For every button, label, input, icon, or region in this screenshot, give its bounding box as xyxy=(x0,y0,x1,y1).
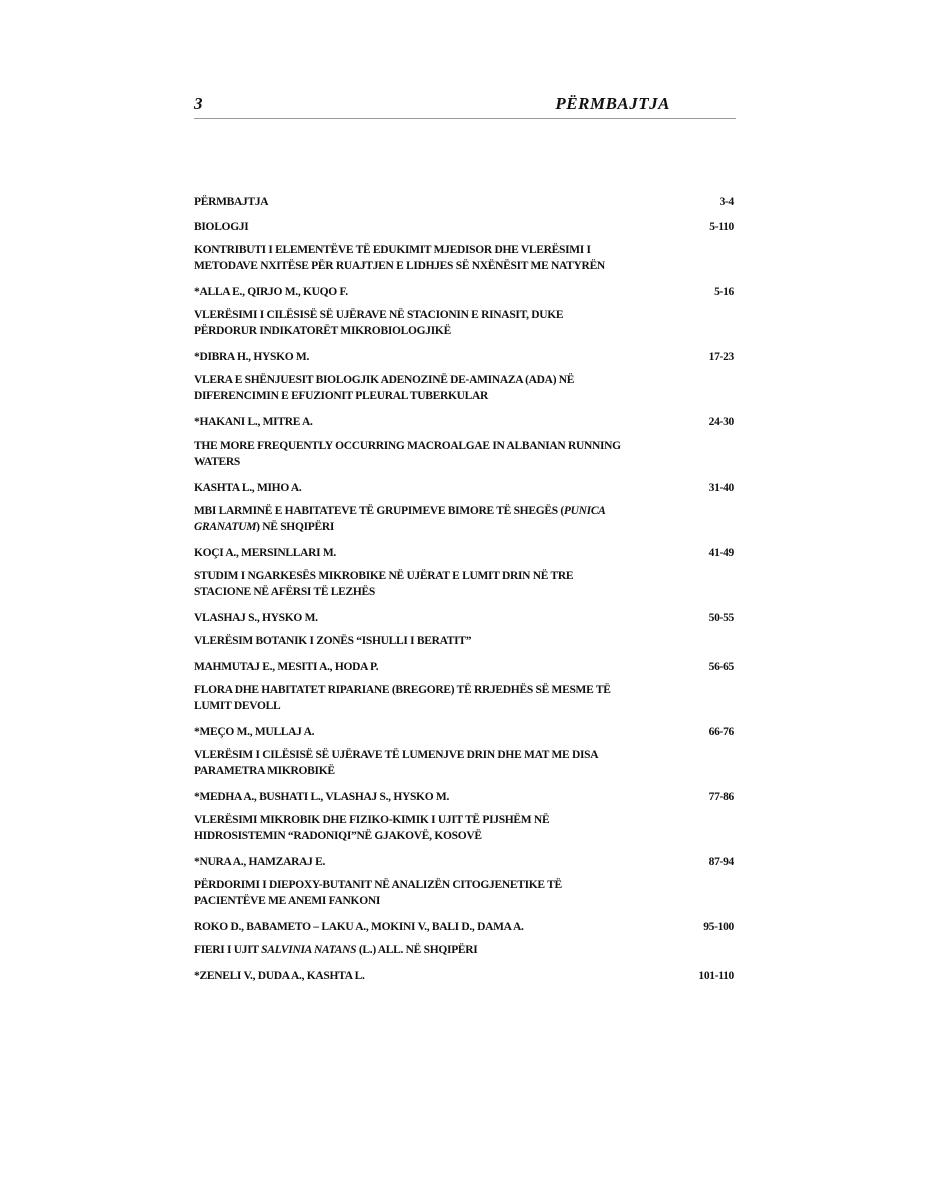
article-title-line: PACIENTËVE ME ANEMI FANKONI xyxy=(194,895,381,907)
article-title[interactable] xyxy=(194,568,734,600)
article-title[interactable] xyxy=(194,747,734,779)
article-title-line: LUMIT DEVOLL xyxy=(194,700,281,712)
article-pages: 101-110 xyxy=(698,970,734,982)
toc-section-pages: 5-110 xyxy=(709,221,734,233)
article-authors: KASHTA L., MIHO A. xyxy=(194,482,302,494)
toc-section-title: BIOLOGJI xyxy=(194,221,249,233)
article-title-line: THE MORE FREQUENTLY OCCURRING MACROALGAE IN ALBANIAN RUNNING xyxy=(194,440,621,452)
article-authors: MAHMUTAJ E., MESITI A., HODA P. xyxy=(194,661,379,673)
article-title-line: HIDROSISTEMIN “RADONIQI”NË GJAKOVË, KOSOVË xyxy=(194,830,482,842)
article-authors: *ZENELI V., DUDA A., KASHTA L. xyxy=(194,970,365,982)
running-title: PËRMBAJTJA xyxy=(555,94,670,113)
article-title-line xyxy=(194,942,734,958)
article-title-text: MBI LARMINË E HABITATEVE TË GRUPIMEVE BIMORE TË SHEGËS ( xyxy=(194,505,564,517)
article-pages: 24-30 xyxy=(708,416,734,428)
article-title-line: KONTRIBUTI I ELEMENTËVE TË EDUKIMIT MJEDISOR DHE VLERËSIMI I xyxy=(194,244,591,256)
article-title[interactable] xyxy=(194,633,734,649)
article-title-line xyxy=(194,519,734,535)
table-of-contents xyxy=(194,0,734,1200)
article-title-line: METODAVE NXITËSE PËR RUAJTJEN E LIDHJES SË NXËNËSIT ME NATYRËN xyxy=(194,260,605,272)
article-title-line: STACIONE NË AFËRSI TË LEZHËS xyxy=(194,586,375,598)
article-title[interactable] xyxy=(194,372,734,404)
article-title-line: VLERËSIMI I CILËSISË SË UJËRAVE NË STACIONIN E RINASIT, DUKE xyxy=(194,309,564,321)
article-pages: 66-76 xyxy=(708,726,734,738)
toc-entry-title: PËRMBAJTJA xyxy=(194,196,269,208)
article-title[interactable] xyxy=(194,877,734,909)
article-title-species: SALVINIA NATANS xyxy=(261,944,357,956)
article-pages: 87-94 xyxy=(708,856,734,868)
article-title[interactable] xyxy=(194,307,734,339)
article-authors: ROKO D., BABAMETO – LAKU A., MOKINI V., BALI D., DAMA A. xyxy=(194,921,524,933)
page-number: 3 xyxy=(194,94,203,113)
article-authors: VLASHAJ S., HYSKO M. xyxy=(194,612,318,624)
article-title-text: FIERI I UJIT xyxy=(194,944,262,956)
article-title-line: FLORA DHE HABITATET RIPARIANE (BREGORE) TË RRJEDHËS SË MESME TË xyxy=(194,684,611,696)
toc-entry-pages: 3-4 xyxy=(719,196,734,208)
article-title[interactable] xyxy=(194,438,734,470)
article-title-line: WATERS xyxy=(194,456,240,468)
article-pages: 95-100 xyxy=(703,921,734,933)
article-authors: *MEÇO M., MULLAJ A. xyxy=(194,726,315,738)
article-pages: 5-16 xyxy=(714,286,734,298)
article-title-text: (L.) ALL. NË SHQIPËRI xyxy=(356,944,478,956)
article-title-species: GRANATUM xyxy=(194,521,257,533)
article-pages: 31-40 xyxy=(708,482,734,494)
article-title-text: ) NË SHQIPËRI xyxy=(256,521,335,533)
article-pages: 56-65 xyxy=(708,661,734,673)
article-title-species: PUNICA xyxy=(563,505,606,517)
article-pages: 41-49 xyxy=(708,547,734,559)
article-title-line: PËRDORIMI I DIEPOXY-BUTANIT NË ANALIZËN CITOGJENETIKE TË xyxy=(194,879,562,891)
article-title-line: VLERËSIM BOTANIK I ZONËS “ISHULLI I BERATIT” xyxy=(194,635,472,647)
article-pages: 17-23 xyxy=(708,351,734,363)
article-title-line: VLERA E SHËNJUESIT BIOLOGJIK ADENOZINË DE-AMINAZA (ADA) NË xyxy=(194,374,575,386)
article-authors: *NURA A., HAMZARAJ E. xyxy=(194,856,326,868)
article-pages: 77-86 xyxy=(708,791,734,803)
article-title[interactable] xyxy=(194,942,734,958)
article-title-line: VLERËSIMI MIKROBIK DHE FIZIKO-KIMIK I UJIT TË PIJSHËM NË xyxy=(194,814,550,826)
article-title-line: PËRDORUR INDIKATORËT MIKROBIOLOGJIKË xyxy=(194,325,451,337)
article-authors: *DIBRA H., HYSKO M. xyxy=(194,351,310,363)
article-title[interactable] xyxy=(194,812,734,844)
article-title-line: PARAMETRA MIKROBIKË xyxy=(194,765,335,777)
article-title-line: VLERËSIM I CILËSISË SË UJËRAVE TË LUMENJVE DRIN DHE MAT ME DISA xyxy=(194,749,599,761)
article-title-line: STUDIM I NGARKESËS MIKROBIKE NË UJËRAT E LUMIT DRIN NË TRE xyxy=(194,570,574,582)
article-pages: 50-55 xyxy=(708,612,734,624)
article-authors: *ALLA E., QIRJO M., KUQO F. xyxy=(194,286,348,298)
article-authors: KOÇI A., MERSINLLARI M. xyxy=(194,547,336,559)
article-title-line: DIFERENCIMIN E EFUZIONIT PLEURAL TUBERKULAR xyxy=(194,390,489,402)
article-title-line xyxy=(194,503,734,519)
article-title[interactable] xyxy=(194,242,734,274)
article-title[interactable] xyxy=(194,682,734,714)
article-authors: *MEDHA A., BUSHATI L., VLASHAJ S., HYSKO M. xyxy=(194,791,450,803)
article-title[interactable] xyxy=(194,503,734,535)
article-authors: *HAKANI L., MITRE A. xyxy=(194,416,313,428)
